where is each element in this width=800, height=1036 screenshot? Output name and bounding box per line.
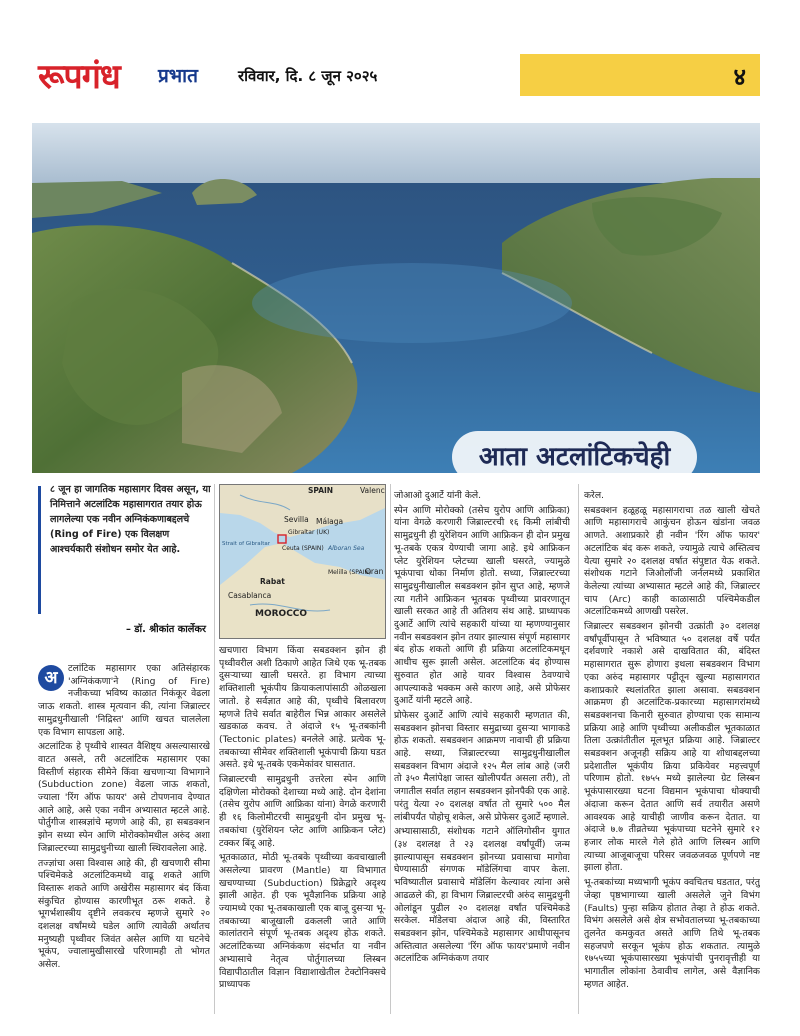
paragraph: अभ्यासासाठी, संशोधक गटाने ऑलिगोसीन युगात (३४ दशलक्ष ते २३ दशलक्ष वर्षांपूर्वी) जन्म झाल्यापासून सबडक्शन झोनच्या प्रवासाचा मागोवा घेण्यासाठी संगणक मॉडेलिंगचा वापर केला. भविष्यातील प्रवासाचे मॉडेलिंग केल्यावर त्यांना असे आढळले की, हा विभाग जिब्राल्टरची अरुंद सामुद्रधुनी ओलांडून पुढील २० दशलक्ष वर्षांत पश्चिमेकडे सरकेल. मॉडेलचा अंदाज आहे की, विस्तारित सबडक्शन झोन, पश्चिमेकडे महासागर आधीपासूनच अस्तित्वात असलेल्या 'रिंग ऑफ फायर'प्रमाणे नवीन अटलांटिक अग्निकंकण तयार xyxy=(394,826,570,965)
article-column-1 xyxy=(38,663,210,1011)
map-label: Casablanca xyxy=(228,591,272,600)
paragraph: करेल. xyxy=(584,490,604,501)
paragraph: टलांटिक महासागर एका अतिसंहारक 'अग्निकंकणा'ने (Ring of Fire) नजीकच्या भविष्य काळात निकंकूर वेढला जाऊ शकतो. शास्त्र मृत्यवान की, त्यांना जिब्राल्टर सामुद्रधुनीखाली 'निद्रिस्त' आणि खचत चाललेला एक विभाग सापडला आहे. xyxy=(38,663,210,738)
masthead xyxy=(38,52,760,100)
issue-date: रविवार, दि. ८ जून २०२५ xyxy=(238,67,378,85)
column-divider xyxy=(578,484,579,1014)
map-label: Ceuta (SPAIN) xyxy=(282,545,324,552)
paragraph: जिब्राल्टर सबडक्शन झोनची उत्क्रांती ३० दशलक्ष वर्षांपूर्वीपासून ते भविष्यात ५० दशलक्ष वर्षे पर्यंत दर्शवणारे नकाशे असे दाखवितात की, बंदिस्त महासागरात सुरू होणारा इथला सबडक्शन विभाग एका अरुंद महासागर पट्टीतून खुल्या महासागरात कशाप्रकारे स्थलांतरित झाला असावा. सबडक्शन आक्रमण ही अटलांटिक-प्रकारच्या महासागरांमध्ये सबडक्शनचा किनारी सुरुवात होण्याचा एक सामान्य प्रक्रिया आहे आणि पृथ्वीच्या अलीकडील भूतकाळात तिला उत्क्रांतीतील मूलभूत प्रक्रिया आहे. जिब्राल्टर सबडक्शन अजूनही सक्रिय आहे या शोधाबद्दलच्या प्रदेशातील भूकंपीय क्रिया प्रकियेवर महत्त्वपूर्ण परिणाम होतो. १७५५ मध्ये झालेल्या ग्रेट लिस्बन भूकंपासारख्या घटना विद्यमान भूकंपाचा धोक्याची अंदाजा करून देतात आणि सर्व तयारीत असणे आवश्यक आहे याचीही जाणीव करून देतात. या अंदाजे ७.७ तीव्रतेच्या भूकंपाच्या घटनेने सुमारे १२ हजार लोक मारले गेले होते आणि लिस्बन आणि त्याच्या आजूबाजूचा परिसर जवळजवळ पूर्णपणे नष्ट झाला होता. xyxy=(584,621,760,874)
paragraph: जोआओ दुआर्टे यांनी केले. xyxy=(394,490,482,501)
map-label: Málaga xyxy=(316,517,344,526)
intro-text: ८ जून हा जागतिक महासागर दिवस असून, या निमित्ताने अटलांटिक महासागरात तयार होऊ लागलेल्या एक नवीन अग्निकंकणाबद्दलचे (Ring of Fire) एक विलक्षण आश्चर्यकारी संशोधन समोर येत आहे. xyxy=(50,484,211,555)
page-number-tab xyxy=(520,54,760,96)
paragraph: भू-तबकांच्या मध्यभागी भूकंप क्वचितच घडतात, परंतु जेव्हा पृष्ठभागाच्या खाली असलेले जुने विभंग (Faults) पुन्हा सक्रिय होतात तेव्हा ते होऊ शकते. विभंग असलेले असे क्षेत्र सभोवतालच्या भू-तबकाच्या तुलनेत कमकुवत असते आणि तिथे भू-तबक सहजपणे सरकून भूकंप होऊ शकतात. त्यामुळे १७५५च्या भूकंपासारख्या भूकंपांची पुनरावृत्तीही या भागातील लोकांना ठेवावीच लागेल, असे वैज्ञानिक म्हणत आहेत. xyxy=(584,877,760,990)
map-label: Alboran Sea xyxy=(328,545,365,552)
map-label: Strait of Gibraltar xyxy=(222,541,270,547)
paragraph: खचणारा विभाग किंवा सबडक्शन झोन ही पृथ्वीवरील अशी ठिकाणे आहेत जिथे एक भू-तबक दुसऱ्याच्या खाली घसरते. हा विभाग त्याच्या शक्तिशाली भूकंपीय क्रियाकलापांसाठी ओळखला जातो. हे सर्वज्ञात आहे की, पृथ्वीचे बिलावरण म्हणजे तिचे सर्वात बाहेरील भिन्न आकार असलेले खडकाळ कवच. ते अंदाजे १५ भू-तबकांनी (Tectonic plates) बनलेले आहे. प्रत्येक भू-तबकाच्या सीमेवर शक्तिशाली भूकंपाची क्रिया घडत असते. इथे भू-तबके एकमेकांवर घासतात. xyxy=(219,645,386,771)
masthead-logo-sub: प्रभात xyxy=(158,65,198,87)
article-column-2 xyxy=(219,645,386,1011)
map-label: MOROCCO xyxy=(255,609,308,619)
satellite-view-illustration xyxy=(32,123,760,473)
column-divider xyxy=(390,484,391,1014)
masthead-logo: रूपगंध xyxy=(38,57,120,97)
article-column-3 xyxy=(394,490,570,1011)
page-number: ४ xyxy=(733,63,746,91)
paragraph: तज्ज्ञांचा असा विश्वास आहे की, ही खचणारी सीमा पश्चिमेकडे अटलांटिकमध्ये वाढू शकते आणि विस्तारू शकते आणि अखेरीस महासागर बंद किंवा संकुचित होण्यास कारणीभूत ठरू शकते. हे भूगर्भशास्त्रीय दृष्टीने लवकरच म्हणजे सुमारे २० दशलक्ष वर्षांमध्ये घडेल आणि त्यावेळी अर्थातच मनुष्यही पृथ्वीवर जिवंत असेल आणि या घटनेचे भूकंप, ज्वालामुखीसारखे परिणामही तो भोगत असेल. xyxy=(38,857,210,971)
column-divider xyxy=(214,484,215,1014)
paragraph: भूतकाळात, मोठी भू-तबके पृथ्वीच्या कवचाखाली असलेल्या प्रावरण (Mantle) या विभागात खचण्याच्या (Subduction) प्रिक्रेद्वारे अदृश्य झाली आहेत. ही एक भूवैज्ञानिक प्रक्रिया आहे ज्यामध्ये एका भू-तबकाखाली एक बाजू दुसऱ्या भू-तबकाच्या बाजूखाली ढकलली जाते आणि कालांतराने संपूर्ण भू-तबक अदृश्य होऊ शकते. अटलांटिकच्या अग्निकंकण संदर्भात या नवीन अभ्यासाचे नेतृत्व पोर्तुगालच्या लिस्बन विद्यापीठातील विज्ञान विद्याशाखेतील टेक्टोनिक्सचे प्राध्यापक xyxy=(219,852,386,991)
drop-cap: अ xyxy=(38,665,64,691)
map-label: Valenc xyxy=(360,486,385,495)
article-column-4 xyxy=(584,490,760,1011)
paragraph: अटलांटिक हे पृथ्वीचे शास्वत वैशिष्ट्य असल्यासारखे वाटत असले, तरी अटलांटिक महासागर एका विस्तीर्ण संहारक सीमेने किंवा खचणाऱ्या विभागाने (Subduction zone) वेढला जाऊ शकतो, ज्याला 'रिंग ऑफ फायर' असे टोपणनाव देण्यात आले आहे, असे एका नवीन अभ्यासात म्हटले आहे. पोर्तुगीज शास्त्रज्ञांचे म्हणणे आहे की, हा सबडक्शन झोन सध्या स्पेन आणि मोरोक्कोमधील अरुंद अशा जिब्राल्टरच्या सामुद्रधुनीच्या खाली स्थिरावलेला आहे. xyxy=(38,741,210,854)
map-label: SPAIN xyxy=(308,486,334,495)
article-intro xyxy=(38,482,210,642)
map-label: Gibraltar (UK) xyxy=(288,529,330,536)
paragraph: स्पेन आणि मोरोक्को (तसेच युरोप आणि आफ्रिका) यांना वेगळे करणारी जिब्राल्टरची १६ किमी लांबीची सामुद्रधुनी ही युरेशियन आणि आफ्रिकन ही दोन प्रमुख भू-तबके एकत्र येण्याची जागा आहे. इथे आफ्रिकन प्लेट युरेशियन प्लेटच्या खाली घसरते, ज्यामुळे भूकंपाचा धोका निर्माण होतो. सध्या, जिब्राल्टरच्या सामुद्रधुनीखालील सबडक्शन झोन सुप्त आहे, म्हणजे त्या गतीने आफ्रिकन भूतबक पृथ्वीच्या प्रावरणातून खाली सरकत आहे ती अतिशय संथ आहे. प्राध्यापक दुआर्टे आणि त्यांचे सहकारी यांच्या या म्हणण्यानुसार नवीन सबडक्शन झोन तयार झाल्यास संपूर्ण महासागर बंद होऊ शकतो आणि ही प्रक्रिया अटलांटिकमधून आधीच सुरू झाली असेल. अटलांटिक बंद होण्यास सुरुवात होत आहे यावर विश्वास ठेवण्याचे आपल्याकडे भक्कम असे कारण आहे, असे प्रोफेसर दुआर्टे यांनी म्हटले आहे. xyxy=(394,504,570,707)
map-label: Oran xyxy=(365,567,384,576)
paragraph: सबडक्शन हळूहळू महासागराचा तळ खाली खेचते आणि महासागराचे आकुंचन होऊन खंडांना जवळ आणते. अशाप्रकारे ही नवीन 'रिंग ऑफ फायर' अटलांटिक बंद करू शकते, ज्यामुळे त्याचे अस्तित्वच येत्या सुमारे २० दशलक्ष वर्षात संपुष्टात येऊ शकते. संशोधक गटाने जिओलॉजी जर्नलमध्ये प्रकाशित केलेल्या त्यांच्या अभ्यासात म्हटले आहे की, जिब्राल्टर चाप (Arc) काही काळासाठी पश्चिमेकडील अटलांटिकमध्ये आणखी पसरेल. xyxy=(584,504,760,618)
gibraltar-map xyxy=(219,484,386,639)
paragraph: जिब्राल्टरची सामुद्रधुनी उत्तरेला स्पेन आणि दक्षिणेला मोरोक्को देशाच्या मध्ये आहे. दोन देशांना (तसेच युरोप आणि आफ्रिका यांना) वेगळे करणारी ही १६ किलोमीटरची सामुद्रधुनी दोन प्रमुख भू-तबकांचा (युरेशियन प्लेट आणि आफ्रिकन प्लेट) टक्कर बिंदू आहे. xyxy=(219,774,386,849)
intro-accent-bar xyxy=(38,486,41,614)
author-byline: – डॉ. श्रीकांत कार्लेकर xyxy=(126,624,206,635)
hero-image xyxy=(32,123,760,473)
map-label: Sevilla xyxy=(284,515,309,524)
map-label: Rabat xyxy=(260,577,285,586)
headline-kicker: आता अटलांटिकचेही xyxy=(452,431,697,473)
map-label: Melilla (SPAIN) xyxy=(328,569,372,576)
paragraph: प्रोफेसर दुआर्टे आणि त्यांचे सहकारी म्हणतात की, सबडक्शन झोनचा विस्तार समुद्राच्या दुसऱ्या भागाकडे होऊ शकतो. सबडक्शन आक्रमण नावाची ही प्रक्रिया आहे. सध्या, जिब्राल्टरच्या सामुद्रधुनीखालील सबडक्शन विभाग अंदाजे १२५ मैल लांब आहे (जरी तो ३५० मैलांपेक्षा जास्त खोलीपर्यंत असला तरी), तो जगातील सर्वात लहान सबडक्शन झोनपैकी एक आहे. परंतु येत्या २० दशलक्ष वर्षात तो सुमारे ५०० मैल लांबीपर्यंत पोहोचू शकेल, असे प्रोफेसर दुआर्टे म्हणाले. xyxy=(394,709,570,823)
